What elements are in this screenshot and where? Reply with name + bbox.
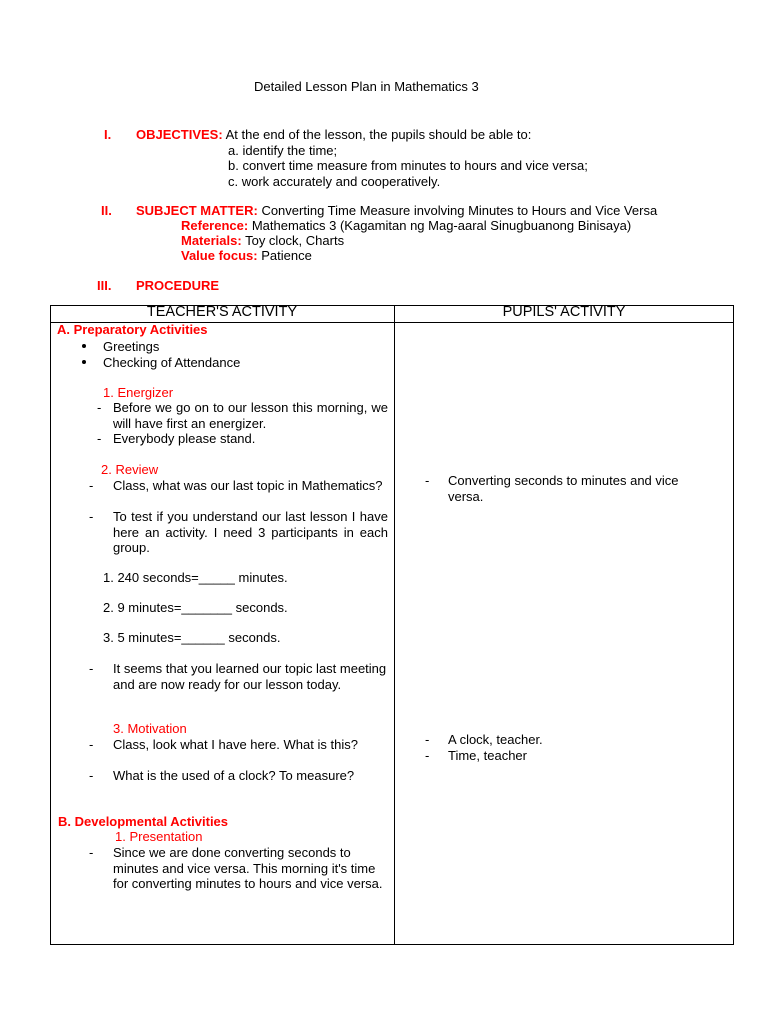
question-item: 2. 9 minutes=_______ seconds. [103, 600, 288, 615]
dash-marker: - [89, 845, 94, 860]
objectives-line [136, 127, 531, 142]
reference-line [181, 218, 631, 233]
review-text: To test if you understand our last lesson I have here an activity. I need 3 participants in each group. [113, 509, 388, 555]
motivation-text: What is the used of a clock? To measure? [113, 768, 355, 783]
bullet-dot [82, 360, 86, 364]
objectives-label: OBJECTIVES: [136, 127, 223, 142]
subject-matter-text: Converting Time Measure involving Minutes to Hours and Vice Versa [261, 203, 658, 218]
objective-item: a. identify the time; [228, 143, 338, 158]
materials-label: Materials: [181, 233, 242, 248]
dash-marker: - [89, 478, 94, 493]
dash-marker: - [89, 768, 94, 783]
reference-text: Mathematics 3 (Kagamitan ng Mag-aaral Sinugbuanong Binisaya) [251, 218, 632, 233]
subject-matter-numeral: II. [101, 203, 112, 218]
bullet-item: Greetings [103, 339, 160, 354]
value-focus-line [181, 248, 312, 263]
pupil-answer: Converting seconds to minutes and vice versa. [448, 473, 679, 504]
motivation-text: Class, look what I have here. What is this? [113, 737, 358, 752]
document-title: Detailed Lesson Plan in Mathematics 3 [254, 79, 479, 94]
preparatory-heading: A. Preparatory Activities [57, 322, 208, 337]
value-focus-text: Patience [261, 248, 312, 263]
bullet-item: Checking of Attendance [103, 355, 241, 370]
review-heading: 2. Review [101, 462, 159, 477]
presentation-heading: 1. Presentation [115, 829, 203, 844]
dash-marker: - [97, 431, 102, 446]
objectives-numeral: I. [104, 127, 112, 142]
procedure-numeral: III. [97, 278, 112, 293]
reference-label: Reference: [181, 218, 249, 233]
materials-line [181, 233, 344, 248]
table-column-divider [394, 305, 395, 945]
pupils-activity-header: PUPILS' ACTIVITY [502, 304, 626, 320]
energizer-text: Before we go on to our lesson this morning, we will have first an energizer. [113, 400, 388, 431]
dash-marker: - [425, 473, 430, 488]
subject-matter-label: SUBJECT MATTER: [136, 203, 258, 218]
objective-item: c. work accurately and cooperatively. [228, 174, 441, 189]
bullet-dot [82, 344, 86, 348]
review-text: It seems that you learned our topic last meeting and are now ready for our lesson today. [113, 661, 387, 692]
dash-marker: - [425, 732, 430, 747]
objectives-intro: At the end of the lesson, the pupils should be able to: [225, 127, 532, 142]
dash-marker: - [97, 400, 102, 415]
motivation-heading: 3. Motivation [113, 721, 187, 736]
teacher-activity-header: TEACHER'S ACTIVITY [146, 304, 298, 320]
objective-item: b. convert time measure from minutes to hours and vice versa; [228, 158, 588, 173]
energizer-text: Everybody please stand. [113, 431, 256, 446]
pupil-answer: A clock, teacher. [448, 732, 543, 747]
dash-marker: - [89, 737, 94, 752]
pupil-answer: Time, teacher [448, 748, 527, 763]
review-text: Class, what was our last topic in Mathematics? [113, 478, 383, 493]
value-focus-label: Value focus: [181, 248, 258, 263]
energizer-heading: 1. Energizer [103, 385, 174, 400]
subject-matter-line [136, 203, 657, 218]
developmental-heading: B. Developmental Activities [58, 814, 229, 829]
dash-marker: - [89, 661, 94, 676]
question-item: 1. 240 seconds=_____ minutes. [103, 570, 288, 585]
presentation-text: Since we are done converting seconds to minutes and vice versa. This morning it's time for converting minutes to hours and vice versa. [113, 845, 383, 891]
materials-text: Toy clock, Charts [245, 233, 345, 248]
question-item: 3. 5 minutes=______ seconds. [103, 630, 281, 645]
dash-marker: - [89, 509, 94, 524]
procedure-heading: PROCEDURE [136, 278, 220, 293]
dash-marker: - [425, 748, 430, 763]
